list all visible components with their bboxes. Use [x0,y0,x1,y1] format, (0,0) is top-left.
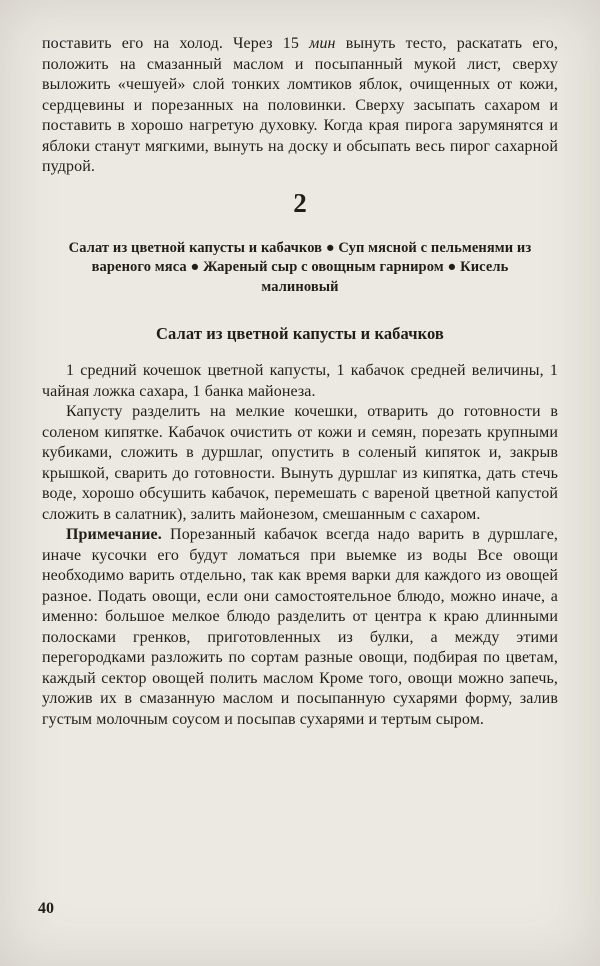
page-text-block [42,34,558,730]
note-text: Порезанный кабачок всегда надо варить в дуршлаге, иначе кусочки его будут ломаться при выемке из воды Все овощи необходимо варить отдельно, так как время варки для каждого из овощей разное. Подать овощи, если они самостоятельное блюдо, можно иначе, а именно: большое мелкое блюдо разделить от центра к краю длинными полосками гренков, приготовленных из булки, а между этими перегородками разложить по сортам разные овощи, подбирая по цветам, каждый сектор овощей полить маслом Кроме того, овощи можно запечь, уложив их в смазанную маслом и посыпанную сухарями форму, залив густым молочным соусом и посыпав сухарями и тертым сыром. [42,526,558,728]
page-number: 40 [38,900,54,917]
intro-text-post: вынуть тесто, раскатать его, положить на смазанный маслом и посыпанный мукой лист, сверху выложить «чешуей» слой тонких ломтиков яблок, очищенных от кожи, сердцевины и порезанных на половинки. Сверху засыпать сахаром и поставить в хорошо нагретую духовку. Когда края пирога зарумянятся и яблоки станут мягкими, вынуть на доску и обсыпать весь пирог сахарной пудрой. [42,35,558,175]
recipe-title: Салат из цветной капусты и кабачков [156,324,444,343]
intro-italic-unit: мин [309,35,336,52]
paragraph-note [42,525,558,730]
paragraph-intro-continuation [42,34,558,178]
paragraph-ingredients: 1 средний кочешок цветной капусты, 1 кабачок средней величины, 1 чайная ложка сахара, 1 банка майонеза. [42,362,558,400]
intro-text-pre: поставить его на холод. Через 15 [42,35,310,52]
note-label: Примечание. [66,526,162,543]
paragraph-method: Капусту разделить на мелкие кочешки, отварить до готовности в соленом кипятке. Кабачок очистить от кожи и семян, порезать крупными кубиками, сложить в дуршлаг, опустить в соленый кипяток и, закрыв крышкой, сварить до готовности. Вынуть дуршлаг из кипятка, дать стечь воде, хорошо обсушить кабачок, перемешать с вареной цветной капустой сложить в салатник), залить майонезом, смешанным с сахаром. [42,403,558,523]
chapter-number: 2 [293,187,307,218]
menu-header: Салат из цветной капусты и кабачков ● Суп мясной с пельменями из вареного мяса ● Жареный сыр с овощным гарниром ● Кисель малиновый [68,239,532,295]
